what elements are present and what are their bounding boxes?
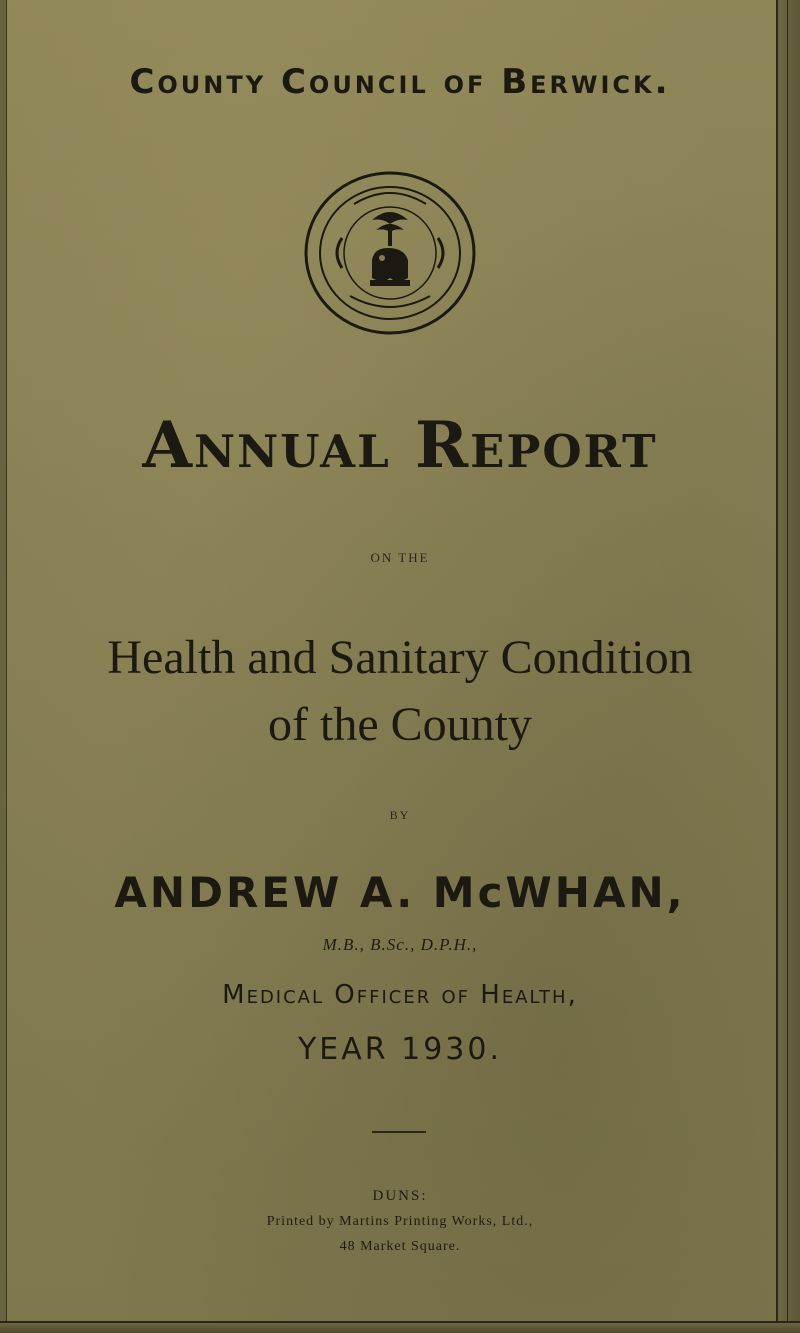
report-year: YEAR 1930. — [297, 1032, 503, 1067]
page-edge-line — [787, 0, 788, 1333]
imprint-printer: Printed by Martins Printing Works, Ltd., — [266, 1214, 534, 1229]
report-title: Annual Report — [142, 408, 658, 483]
page-right-edge — [776, 0, 800, 1333]
imprint-place: DUNS: — [372, 1188, 428, 1204]
council-heading: County Council of Berwick. — [129, 62, 671, 102]
on-the-label: ON THE — [370, 550, 430, 565]
report-subject-line-1: Health and Sanitary Condition — [107, 631, 693, 684]
by-label: BY — [389, 808, 411, 822]
county-seal-icon — [302, 168, 478, 338]
page-left-edge — [0, 0, 7, 1333]
page-bottom-edge — [0, 1321, 800, 1333]
report-subject-line-2: of the County — [268, 698, 532, 751]
author-position: Medical Officer of Health, — [222, 980, 578, 1010]
author-degrees: M.B., B.Sc., D.P.H., — [322, 935, 478, 954]
divider-rule — [372, 1131, 426, 1133]
author-name: ANDREW A. McWHAN, — [114, 868, 686, 917]
imprint-address: 48 Market Square. — [339, 1239, 461, 1254]
